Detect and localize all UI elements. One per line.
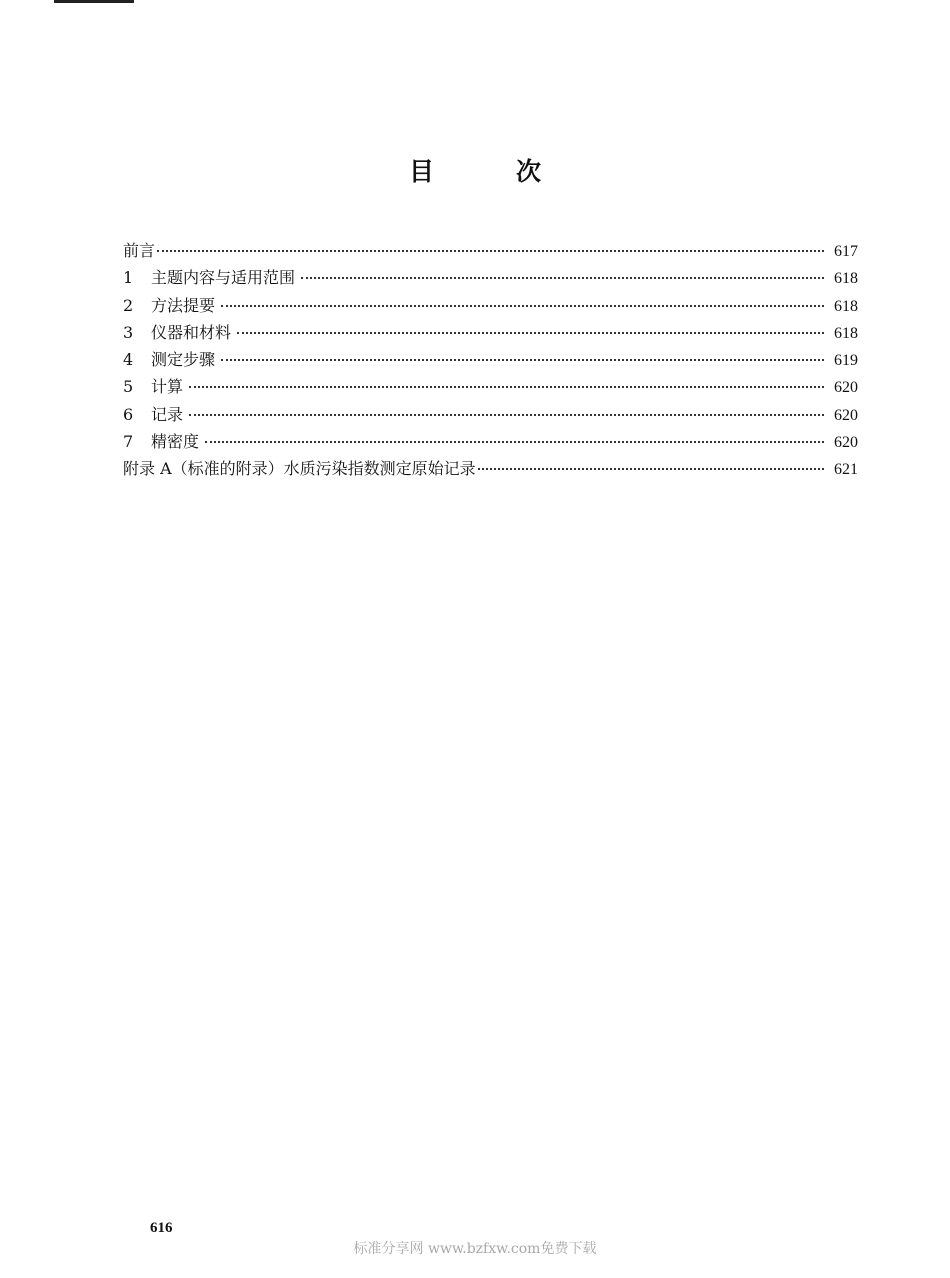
toc-entry-title: 测定步骤: [151, 350, 216, 370]
toc-entry-appendix-a[interactable]: [123, 455, 858, 482]
toc-entry-page: 618: [834, 270, 858, 288]
toc-entry-title: 附录 A（标准的附录）水质污染指数测定原始记录: [123, 459, 476, 479]
toc-entry-page: 619: [834, 352, 858, 370]
toc-entry-page: 620: [834, 406, 858, 424]
toc-entry-page: 618: [834, 324, 858, 342]
toc-leader-dots: [221, 359, 824, 361]
toc-entry-title: 主题内容与适用范围: [151, 268, 296, 288]
toc-entry-page: 620: [834, 379, 858, 397]
toc-entry-number: 5: [123, 377, 134, 397]
toc-entry-title: 记录: [151, 404, 184, 424]
toc-entry-page: 618: [834, 297, 858, 315]
toc-leader-dots: [189, 414, 824, 416]
toc-entry-title: 方法提要: [151, 295, 216, 315]
header-rule: [54, 0, 134, 3]
toc-leader-dots: [237, 332, 824, 334]
toc-entry-3[interactable]: [123, 319, 858, 346]
toc-entry-page: 617: [834, 243, 858, 260]
toc-entry-title: 前言: [123, 241, 156, 260]
toc-entry-4[interactable]: [123, 346, 858, 373]
toc-entry-page: 620: [834, 434, 858, 452]
toc-leader-dots: [301, 277, 824, 279]
toc-entry-6[interactable]: [123, 401, 858, 428]
table-of-contents: [123, 237, 858, 483]
toc-entry-number: 3: [123, 322, 134, 342]
toc-leader-dots: [221, 305, 824, 307]
toc-entry-5[interactable]: [123, 373, 858, 400]
toc-entry-1[interactable]: [123, 264, 858, 291]
toc-entry-preface[interactable]: [123, 237, 858, 264]
toc-leader-dots: [205, 441, 824, 443]
toc-entry-title: 精密度: [151, 432, 200, 452]
page-title: [0, 152, 950, 188]
title-char-2: 次: [516, 157, 542, 186]
toc-entry-7[interactable]: [123, 428, 858, 455]
toc-entry-page: 621: [834, 461, 858, 479]
toc-entry-title: 仪器和材料: [151, 322, 232, 342]
toc-entry-title: 计算: [151, 377, 184, 397]
download-watermark: 标准分享网 www.bzfxw.com免费下载: [353, 1241, 597, 1257]
toc-entry-number: 1: [123, 268, 134, 288]
toc-entry-number: 4: [123, 350, 134, 370]
toc-leader-dots: [157, 250, 824, 252]
toc-leader-dots: [478, 468, 824, 470]
toc-entry-number: 2: [123, 295, 134, 315]
page-number: 616: [150, 1220, 173, 1236]
title-char-1: 目: [408, 157, 434, 186]
toc-entry-2[interactable]: [123, 292, 858, 319]
toc-entry-number: 6: [123, 404, 134, 424]
toc-leader-dots: [189, 386, 824, 388]
toc-entry-number: 7: [123, 432, 134, 452]
